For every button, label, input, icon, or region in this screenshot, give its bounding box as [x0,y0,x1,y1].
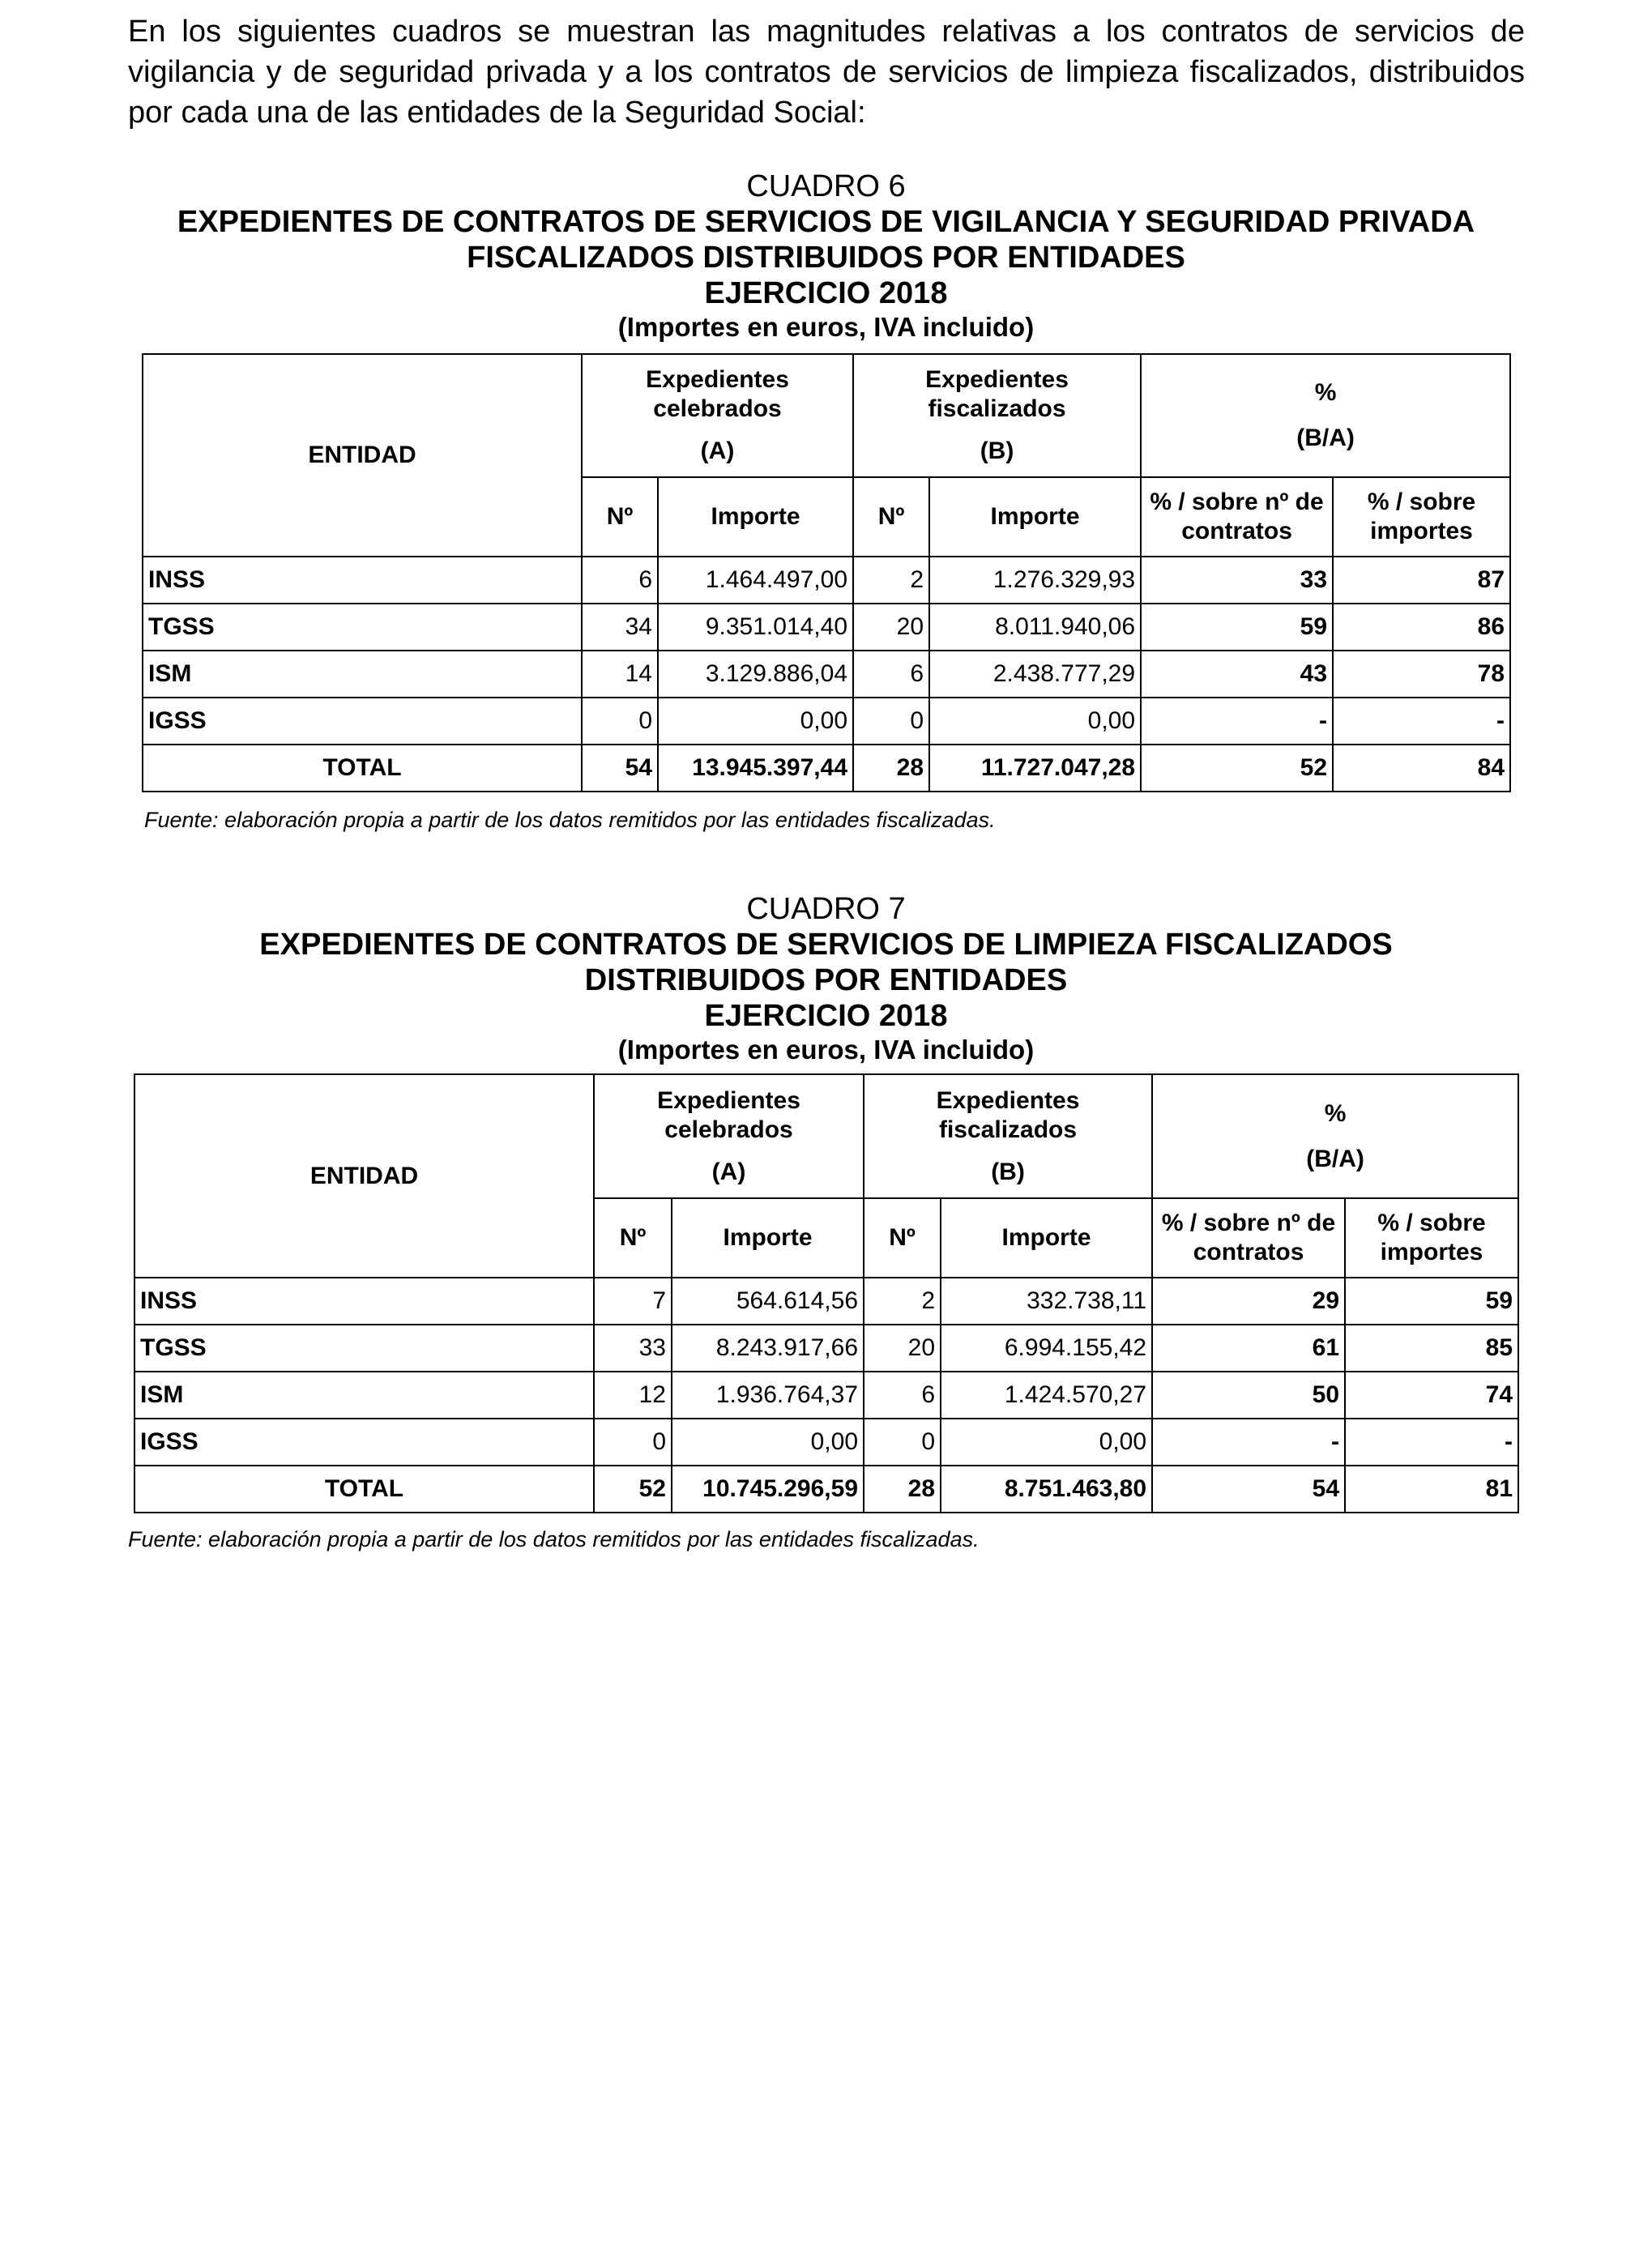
n-b-cell: 20 [864,1325,941,1372]
importe-b-cell: 0,00 [929,698,1141,745]
total-row [134,1466,1518,1513]
header-celebrados [594,1074,864,1198]
cuadro6-units: (Importes en euros, IVA incluido) [617,312,1035,342]
importe-a-cell: 1.464.497,00 [658,557,853,604]
pct-n-cell: 29 [1152,1278,1345,1325]
cuadro7-table [134,1073,1519,1513]
entidad-cell: ISM [143,651,582,698]
n-a-cell: 0 [582,698,658,745]
total-pct-importe: 84 [1333,745,1510,792]
table-row [143,651,1510,698]
importe-a-cell: 564.614,56 [672,1278,864,1325]
pct-importe-cell: - [1345,1419,1518,1466]
header-pct-importes: % / sobre importes [1333,477,1510,557]
importe-a-cell: 0,00 [658,698,853,745]
cuadro7-heading-line2: DISTRIBUIDOS POR ENTIDADES [584,963,1068,997]
n-b-cell: 6 [864,1372,941,1419]
n-b-cell: 0 [853,698,929,745]
total-importe-a: 10.745.296,59 [672,1466,864,1513]
cuadro7-number: CUADRO 7 [746,892,906,926]
n-a-cell: 6 [582,557,658,604]
total-importe-b: 11.727.047,28 [929,745,1141,792]
n-b-cell: 2 [853,557,929,604]
header-entidad: ENTIDAD [134,1074,594,1278]
header-fiscalizados-label: Expedientes fiscalizados [925,366,1069,422]
header-pct-ref: (B/A) [1296,425,1355,451]
cuadro7-units: (Importes en euros, IVA incluido) [617,1035,1035,1065]
importe-b-cell: 8.011.940,06 [929,604,1141,651]
cuadro7-title [0,891,1652,1066]
importe-b-cell: 0,00 [941,1419,1152,1466]
importe-b-cell: 1.424.570,27 [941,1372,1152,1419]
n-b-cell: 2 [864,1278,941,1325]
cuadro7-source: Fuente: elaboración propia a partir de los datos remitidos por las entidades fiscalizadas. [128,1527,980,1551]
total-pct-n: 54 [1152,1466,1345,1513]
header-fiscalizados-label: Expedientes fiscalizados [936,1086,1080,1143]
pct-importe-cell: 86 [1333,604,1510,651]
header-importe-a: Importe [672,1198,864,1278]
header-pct [1141,354,1510,477]
n-b-cell: 20 [853,604,929,651]
cuadro7-year: EJERCICIO 2018 [704,999,948,1033]
pct-importe-cell: 78 [1333,651,1510,698]
header-n-b: Nº [864,1198,941,1278]
entidad-cell: IGSS [134,1419,594,1466]
cuadro6-heading-line2: FISCALIZADOS DISTRIBUIDOS POR ENTIDADES [467,241,1185,275]
table-row [143,604,1510,651]
total-importe-a: 13.945.397,44 [658,745,853,792]
header-celebrados-ref: (A) [711,1158,746,1185]
cuadro7-heading-line1: EXPEDIENTES DE CONTRATOS DE SERVICIOS DE LIMPIEZA FISCALIZADOS [259,928,1393,962]
n-a-cell: 0 [594,1419,672,1466]
pct-n-cell: - [1152,1419,1345,1466]
header-importe-a: Importe [658,477,853,557]
table-row [143,698,1510,745]
header-fiscalizados [864,1074,1152,1198]
pct-importe-cell: 87 [1333,557,1510,604]
importe-b-cell: 6.994.155,42 [941,1325,1152,1372]
header-pct [1152,1074,1518,1198]
header-pct-contratos: % / sobre nº de contratos [1152,1198,1345,1278]
importe-b-cell: 1.276.329,93 [929,557,1141,604]
n-a-cell: 12 [594,1372,672,1419]
importe-b-cell: 332.738,11 [941,1278,1152,1325]
table-row [143,557,1510,604]
header-pct-label: % [1324,1099,1347,1127]
cuadro6-number: CUADRO 6 [746,169,906,203]
pct-importe-cell: 59 [1345,1278,1518,1325]
entidad-cell: ISM [134,1372,594,1419]
header-celebrados [582,354,853,477]
total-n-b: 28 [853,745,929,792]
header-importe-b: Importe [929,477,1141,557]
n-a-cell: 34 [582,604,658,651]
cuadro6-title [0,169,1652,344]
header-pct-label: % [1314,379,1337,406]
n-a-cell: 7 [594,1278,672,1325]
entidad-cell: IGSS [143,698,582,745]
total-label: TOTAL [134,1466,594,1513]
header-n-a: Nº [594,1198,672,1278]
total-label: TOTAL [143,745,582,792]
n-b-cell: 0 [864,1419,941,1466]
pct-n-cell: - [1141,698,1333,745]
total-n-b: 28 [864,1466,941,1513]
header-n-a: Nº [582,477,658,557]
pct-n-cell: 50 [1152,1372,1345,1419]
total-n-a: 52 [594,1466,672,1513]
header-fiscalizados-ref: (B) [991,1158,1025,1185]
total-pct-importe: 81 [1345,1466,1518,1513]
table-row [134,1372,1518,1419]
pct-importe-cell: - [1333,698,1510,745]
total-n-a: 54 [582,745,658,792]
total-importe-b: 8.751.463,80 [941,1466,1152,1513]
total-row [143,745,1510,792]
cuadro6-table [142,353,1511,792]
total-pct-n: 52 [1141,745,1333,792]
importe-a-cell: 8.243.917,66 [672,1325,864,1372]
table-row [134,1278,1518,1325]
pct-n-cell: 59 [1141,604,1333,651]
intro-paragraph: En los siguientes cuadros se muestran las magnitudes relativas a los contratos de servicios de vigilancia y de seguridad privada y a los contratos de servicios de limpieza fiscalizados, distribuidos por cada una de las entidades de la Seguridad Social: [128,15,1525,130]
importe-a-cell: 0,00 [672,1419,864,1466]
cuadro6-year: EJERCICIO 2018 [704,276,948,310]
importe-b-cell: 2.438.777,29 [929,651,1141,698]
table-row [134,1325,1518,1372]
header-celebrados-ref: (A) [700,437,735,464]
cuadro6-heading-line1: EXPEDIENTES DE CONTRATOS DE SERVICIOS DE VIGILANCIA Y SEGURIDAD PRIVADA [177,205,1475,239]
pct-importe-cell: 85 [1345,1325,1518,1372]
pct-n-cell: 33 [1141,557,1333,604]
importe-a-cell: 9.351.014,40 [658,604,853,651]
header-pct-ref: (B/A) [1306,1145,1364,1172]
entidad-cell: INSS [134,1278,594,1325]
header-entidad: ENTIDAD [143,354,582,557]
header-fiscalizados [853,354,1141,477]
pct-n-cell: 61 [1152,1325,1345,1372]
cuadro6-source: Fuente: elaboración propia a partir de los datos remitidos por las entidades fiscalizadas. [144,808,996,832]
entidad-cell: TGSS [143,604,582,651]
header-pct-contratos: % / sobre nº de contratos [1141,477,1333,557]
entidad-cell: INSS [143,557,582,604]
header-pct-importes: % / sobre importes [1345,1198,1518,1278]
pct-importe-cell: 74 [1345,1372,1518,1419]
importe-a-cell: 1.936.764,37 [672,1372,864,1419]
pct-n-cell: 43 [1141,651,1333,698]
n-a-cell: 33 [594,1325,672,1372]
header-celebrados-label: Expedientes celebrados [646,366,789,422]
header-n-b: Nº [853,477,929,557]
table-row [134,1419,1518,1466]
n-b-cell: 6 [853,651,929,698]
header-importe-b: Importe [941,1198,1152,1278]
importe-a-cell: 3.129.886,04 [658,651,853,698]
header-celebrados-label: Expedientes celebrados [657,1086,800,1143]
header-fiscalizados-ref: (B) [980,437,1014,464]
entidad-cell: TGSS [134,1325,594,1372]
n-a-cell: 14 [582,651,658,698]
